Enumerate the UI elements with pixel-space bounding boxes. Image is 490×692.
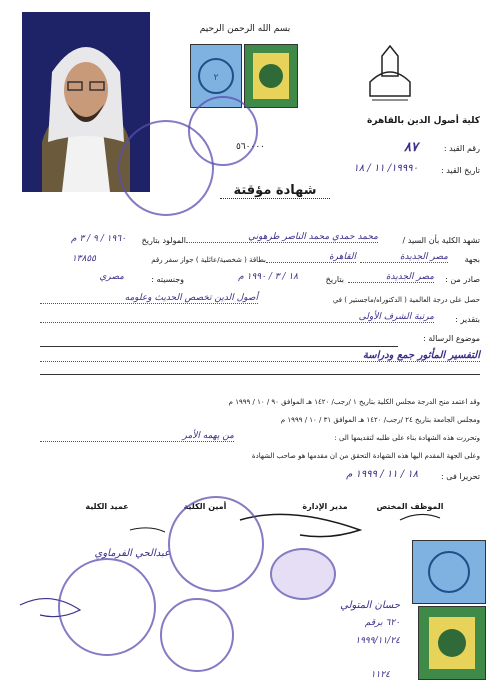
body-line-3-date-value: ١٨ / ٣ / ١٩٩٠ م: [238, 272, 298, 282]
bottom-note-2: ٦٢٠ برقم: [364, 618, 400, 628]
reg-date-label: تاريخ القيد :: [440, 166, 480, 175]
body-line-5-label: بتقدير :: [455, 315, 480, 324]
body-line-3-nationality-label: وجنسيته :: [151, 275, 184, 284]
request-value: من يهمه الأمر: [40, 431, 234, 442]
bottom-note-4: ١١٢٤: [370, 670, 390, 680]
director-label: مدير الإدارة: [302, 502, 348, 511]
certificate-title: شهادة مؤقتة: [220, 183, 330, 199]
dean-signature: عبدالحي الفرماوي: [94, 548, 170, 559]
reg-no-label: رقم القيد :: [443, 144, 480, 153]
bottom-note-3: ١٩٩٩/١١/٢٤: [355, 636, 400, 646]
revenue-stamp-green-bottom: [418, 606, 486, 680]
basmala: بسم الله الرحمن الرحيم: [199, 24, 291, 34]
reg-no-value: ٨٧: [404, 140, 418, 155]
body-line-2-place: مصر الجديدة: [360, 252, 448, 263]
thesis-label: موضوع الرسالة :: [423, 334, 480, 343]
thesis-value: التفسير المأثور جمع ودراسة: [40, 350, 480, 362]
body-line-4-label: حصل على درجة العالمية ( الدكتوراه/ماجستير ) في: [332, 296, 480, 304]
body-line-2-card-value: ١٣٨٥٥: [71, 254, 96, 264]
body-line-1-birth-value: ١٩٦٠ / ٩ / ٣ م: [71, 234, 126, 244]
body-line-4-value: أصول الدين تخصص الحديث وعلومه: [40, 293, 258, 304]
svg-text:٢: ٢: [213, 73, 219, 83]
body-line-1-name: محمد حمدي محمد الناصر طرهوني: [186, 232, 378, 243]
body-line-3-date-label: بتاريخ: [325, 275, 344, 284]
college-stamp-bottom-1: [168, 496, 264, 592]
body-line-2-card-label: بطاقة ( شخصية/عائلية ) جواز سفر رقم: [151, 256, 266, 264]
university-line: ومجلس الجامعة بتاريخ ٢٤ /رجب/ ١٤٢٠ هـ الموافق ٣١ / ١٠ / ١٩٩٩ م: [280, 416, 480, 424]
college-stamp-bottom-2: [58, 558, 156, 656]
council-line: وقد اعتمد منح الدرجة مجلس الكلية بتاريخ ١ /رجب/ ١٤٢٠ هـ الموافق ٩٠ / ١٠ / ١٩٩٩ م: [228, 398, 480, 406]
employee-label: الموظف المختص: [376, 502, 444, 511]
college-stamp-bottom-3: [160, 598, 234, 672]
body-line-1-label: تشهد الكلية بأن السيد /: [402, 236, 480, 245]
bottom-note-1: حسان المتولي: [340, 600, 400, 611]
body-line-5-value: مرتبة الشرف الأولى: [40, 312, 434, 323]
date-line-label: تحريرا فى :: [441, 472, 480, 481]
body-line-3-issued-value: مصر الجديدة: [348, 272, 434, 283]
body-line-3-nationality-value: مصري: [99, 272, 124, 282]
reg-date-value: ١٩٩٩٠/ ١١ / ١٨: [353, 163, 418, 174]
body-line-2-label: بجهة: [464, 255, 480, 264]
dean-label: عميد الكلية: [85, 502, 129, 511]
revenue-stamp-blue-bottom: [412, 540, 486, 604]
secretary-label: أمين الكلية: [183, 502, 227, 511]
college-stamp-bottom-4: [270, 548, 336, 600]
body-line-3-issued-label: صادر من :: [445, 275, 480, 284]
date-line-value: ١٨ / ١١ / ١٩٩٩ م: [346, 469, 418, 480]
body-line-2-city: القاهرة: [266, 252, 356, 263]
note-line: وعلى الجهة المقدم اليها هذه الشهادة التحقق من ان مقدمها هو صاحب الشهادة: [251, 452, 480, 460]
request-line: وتحررت هذه الشهادة بناء على طلبه لتقديمها الى :: [334, 434, 480, 442]
college-name: كلية أصول الدين بالقاهرة: [367, 116, 480, 126]
body-line-1-birth-label: المولود بتاريخ: [141, 236, 186, 245]
serial-number: ٥٦٠٠٠٠: [236, 142, 266, 152]
